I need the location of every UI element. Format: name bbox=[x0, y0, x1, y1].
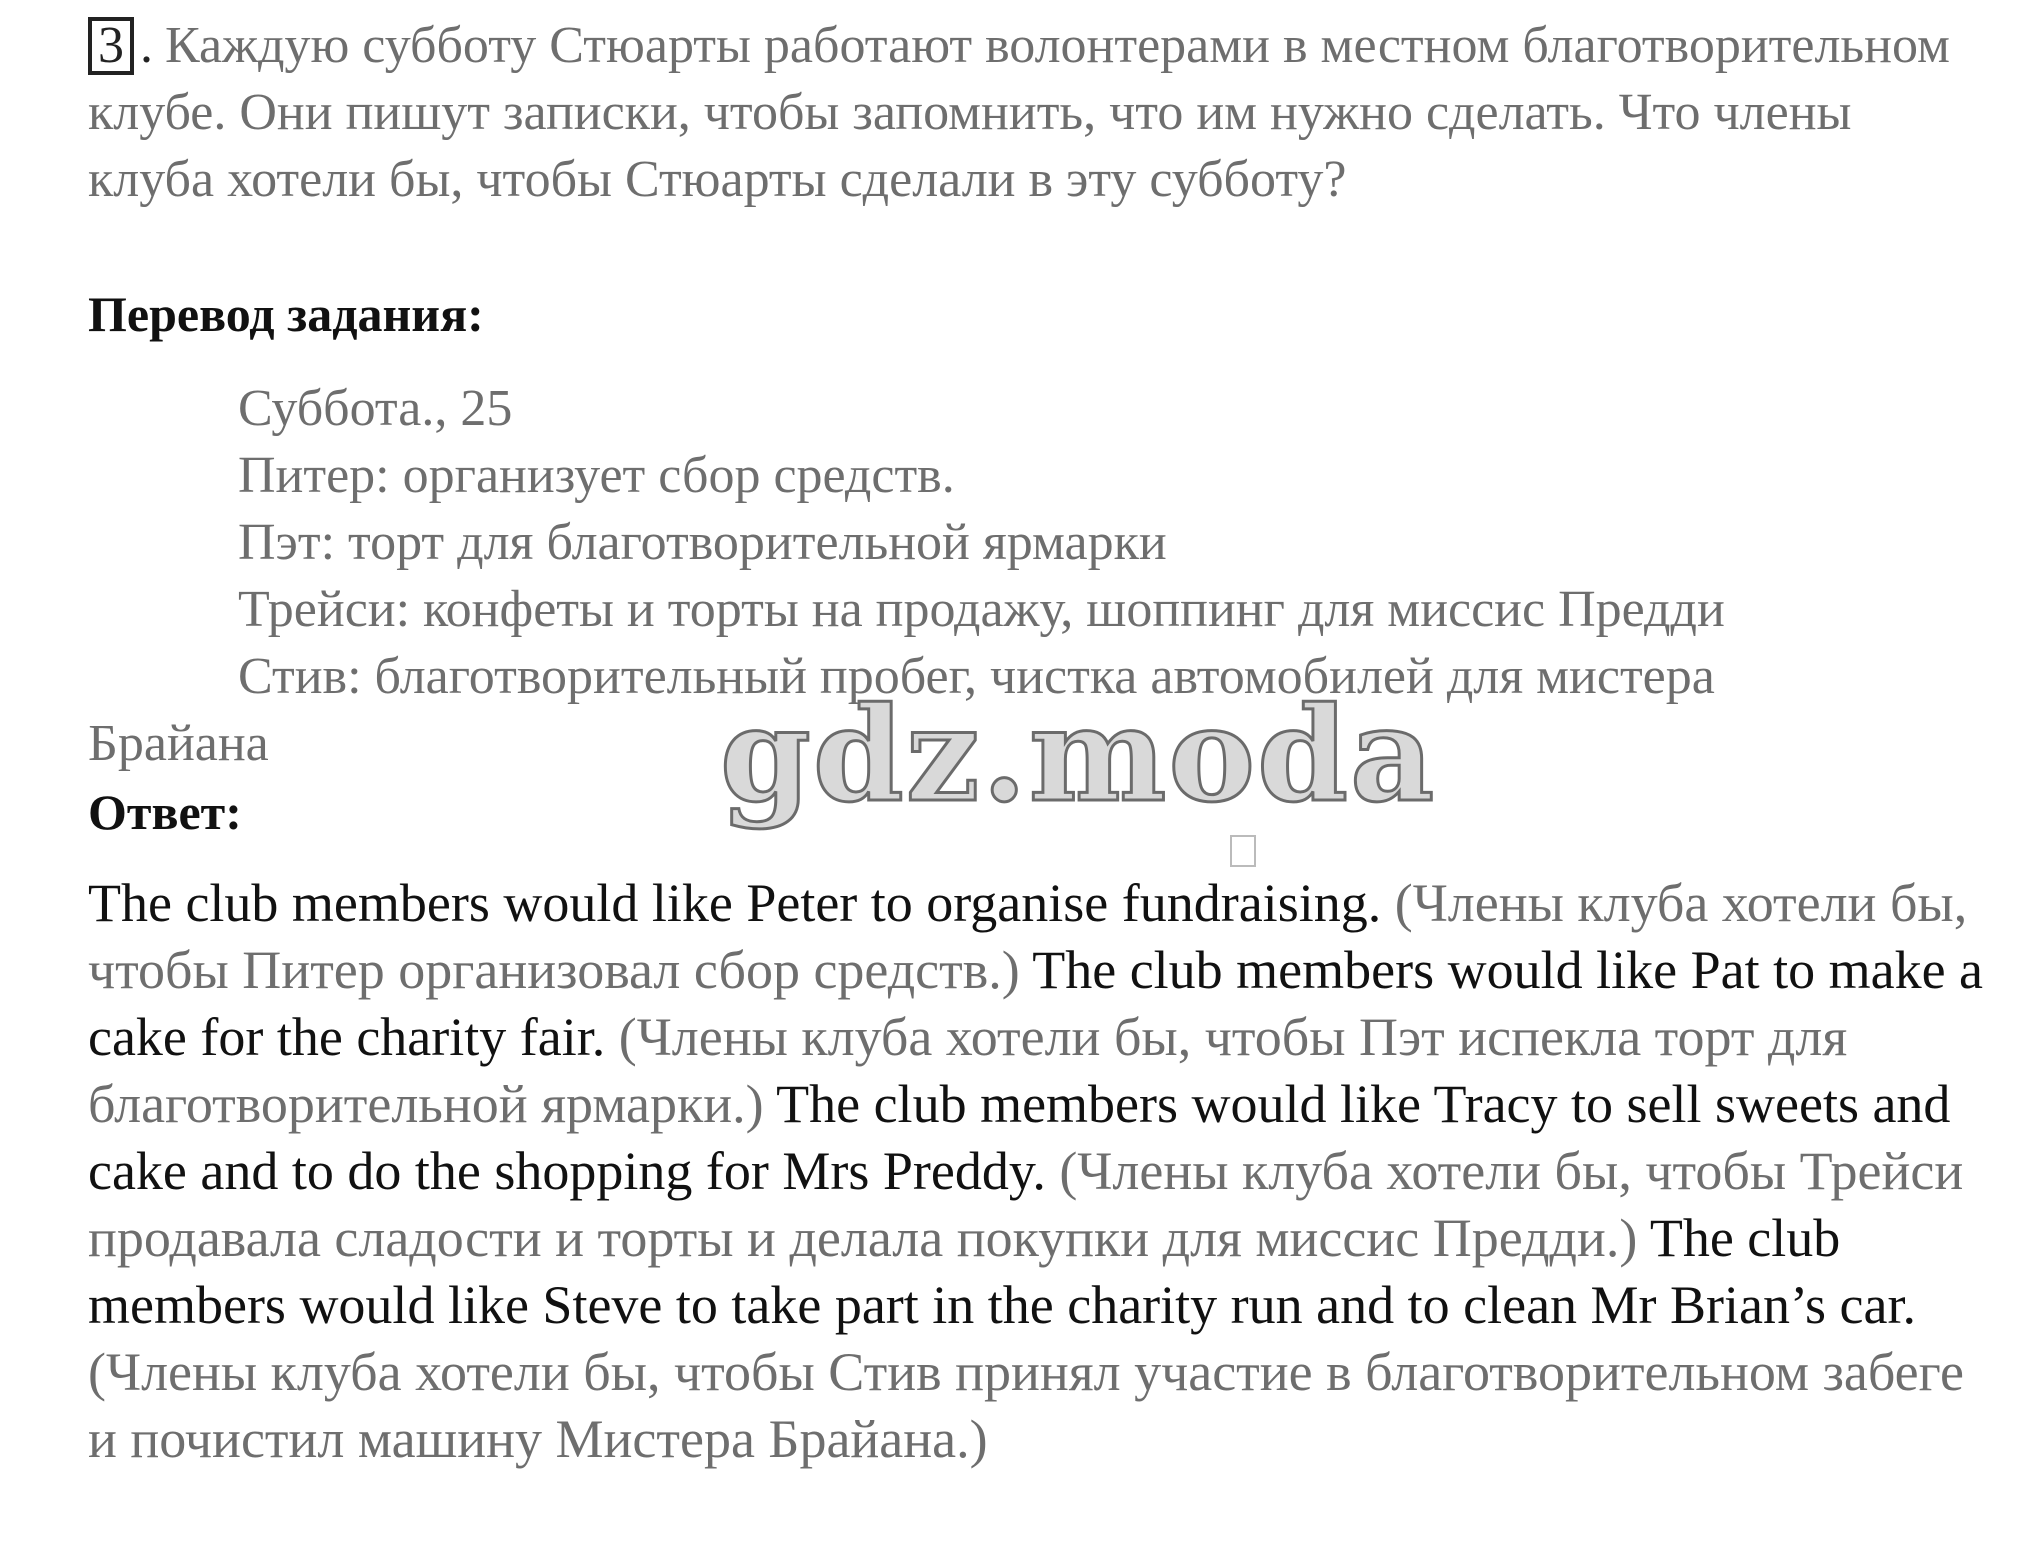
answer-russian-translation: (Члены клуба хотели бы, чтобы Стив принял участие в благотворительном забеге и почистил машину Мистера Брайана.) bbox=[88, 1342, 1964, 1469]
task-text: Каждую субботу Стюарты работают волонтерами в местном благотворительном клубе. Они пишут записки, чтобы запомнить, что им нужно сделать. Что члены клуба хотели бы, чтобы Стюарты сделали в эту субботу? bbox=[88, 17, 1950, 208]
translation-line: Суббота., 25 bbox=[238, 380, 513, 437]
translation-line: Питер: организует сбор средств. bbox=[238, 447, 955, 504]
translation-line-continuation: Брайана bbox=[88, 715, 269, 772]
answer-text bbox=[88, 870, 1988, 1473]
answer-heading: Ответ: bbox=[88, 784, 242, 840]
watermark-artifact bbox=[1230, 835, 1256, 867]
translation-line: Трейси: конфеты и торты на продажу, шоппинг для миссис Предди bbox=[238, 581, 1725, 638]
translation-line: Стив: благотворительный пробег, чистка автомобилей для мистера bbox=[238, 648, 1715, 705]
task-number-box: 3 bbox=[88, 17, 134, 75]
site-watermark: gdz.moda bbox=[720, 678, 1437, 831]
answer-russian-translation: (Члены клуба хотели бы, чтобы Пэт испекла торт для благотворительной ярмарки.) bbox=[88, 1007, 1848, 1134]
task-statement bbox=[88, 12, 1988, 213]
task-number-dot: . bbox=[140, 17, 153, 74]
answer-english-sentence: The club members would like Steve to take part in the charity run and to clean Mr Brian’s car. bbox=[88, 1208, 1916, 1335]
answer-english-sentence: The club members would like Peter to organise fundraising. bbox=[88, 873, 1382, 933]
answer-english-sentence: The club members would like Tracy to sell sweets and cake and to do the shopping for Mrs Preddy. bbox=[88, 1074, 1951, 1201]
translation-heading: Перевод задания: bbox=[88, 286, 484, 342]
answer-russian-translation: (Члены клуба хотели бы, чтобы Трейси продавала сладости и торты и делала покупки для миссис Предди.) bbox=[88, 1141, 1964, 1268]
answer-russian-translation: (Члены клуба хотели бы, чтобы Питер организовал сбор средств.) bbox=[88, 873, 1968, 1000]
translation-line: Пэт: торт для благотворительной ярмарки bbox=[238, 514, 1167, 571]
answer-english-sentence: The club members would like Pat to make a cake for the charity fair. bbox=[88, 940, 1983, 1067]
